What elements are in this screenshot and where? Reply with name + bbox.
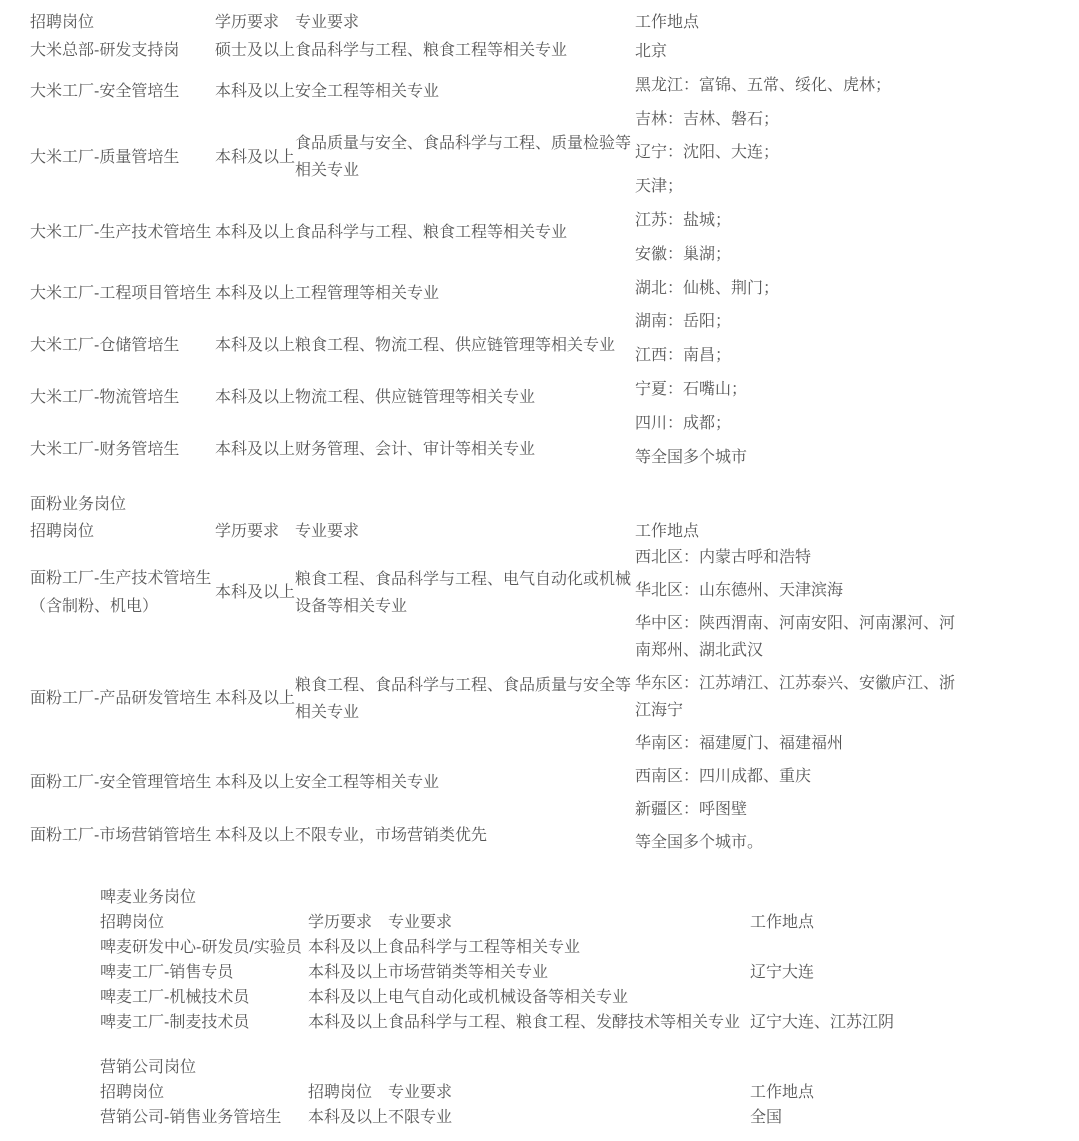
major-cell: 粮食工程、食品科学与工程、电气自动化或机械设备等相关专业 — [295, 570, 632, 615]
location-header: 工作地点 — [750, 914, 815, 931]
table-row — [100, 985, 1020, 1010]
position-cell: 大米工厂-工程项目管培生 — [30, 284, 212, 302]
major-cell: 财务管理、会计、审计等相关专业 — [295, 440, 536, 458]
position-cell — [30, 544, 215, 642]
position-header: 招聘岗位 — [100, 914, 165, 931]
education-cell: 本科及以上 — [308, 939, 389, 956]
location-line: 辽宁：沈阳、大连； — [635, 144, 780, 162]
education-cell: 本科及以上 — [215, 388, 296, 406]
location-cell: 辽宁大连、江苏江阴 — [750, 1014, 895, 1031]
major-cell: 工程管理等相关专业 — [295, 284, 440, 302]
location-line: 天津； — [635, 178, 684, 196]
major-cell: 食品科学与工程、粮食工程、发酵技术等相关专业 — [388, 1014, 741, 1031]
location-line: 新疆区：呼图壁 — [635, 801, 748, 818]
rice-positions-table — [30, 10, 965, 475]
location-line: 西南区：四川成都、重庆 — [635, 768, 812, 785]
major-cell: 食品科学与工程等相关专业 — [388, 939, 581, 956]
position-header: 招聘岗位 — [100, 1084, 165, 1101]
table-header-row — [30, 518, 965, 544]
major-cell: 不限专业 — [388, 1109, 453, 1126]
position-cell: 营销公司-销售业务管培生 — [100, 1109, 282, 1126]
position-cell: 啤麦工厂-制麦技术员 — [100, 1014, 250, 1031]
marketing-positions-table — [100, 1055, 1020, 1130]
section-title-row — [100, 1055, 1020, 1080]
table-header-row — [30, 10, 965, 35]
position-cell: 啤麦研发中心-研发员/实验员 — [100, 939, 302, 956]
location-line: 黑龙江：富锦、五常、绥化、虎林； — [635, 76, 892, 94]
position-header: 招聘岗位 — [30, 522, 95, 540]
education-cell: 本科及以上 — [215, 148, 296, 166]
location-cell: 全国 — [750, 1109, 783, 1126]
location-line: 华东区：江苏靖江、江苏泰兴、安徽庐江、浙江海宁 — [635, 675, 956, 719]
position-line: 面粉工厂-生产技术管培生 — [30, 569, 212, 587]
education-cell: 本科及以上 — [215, 826, 296, 844]
position-cell: 啤麦工厂-销售专员 — [100, 964, 234, 981]
position-cell: 面粉工厂-安全管理管培生 — [30, 773, 212, 791]
table-header-row — [100, 1080, 1020, 1105]
major-cell: 安全工程等相关专业 — [295, 773, 440, 791]
major-cell: 不限专业，市场营销类优先 — [295, 826, 488, 844]
major-cell: 粮食工程、物流工程、供应链管理等相关专业 — [295, 336, 616, 354]
location-line: 华北区：山东德州、天津滨海 — [635, 582, 844, 599]
education-cell: 硕士及以上 — [215, 41, 296, 59]
education-cell: 本科及以上 — [308, 1109, 389, 1126]
section-title: 面粉业务岗位 — [30, 496, 127, 513]
location-line: 等全国多个城市 — [635, 448, 748, 466]
education-cell: 本科及以上 — [215, 82, 296, 100]
section-title: 啤麦业务岗位 — [100, 889, 197, 906]
section-title-row — [100, 885, 1020, 910]
location-cell — [635, 544, 965, 862]
education-cell: 本科及以上 — [215, 284, 296, 302]
position-cell: 啤麦工厂-机械技术员 — [100, 989, 250, 1006]
education-header: 招聘岗位 — [308, 1084, 373, 1101]
major-header: 专业要求 — [388, 914, 453, 931]
education-cell: 本科及以上 — [308, 1014, 389, 1031]
location-cell — [635, 35, 965, 475]
barley-positions-table — [100, 885, 1020, 1035]
location-line: 华中区：陕西渭南、河南安阳、河南漯河、河南郑州、湖北武汉 — [635, 615, 956, 659]
education-cell: 本科及以上 — [215, 773, 296, 791]
education-cell: 本科及以上 — [215, 223, 296, 241]
location-header: 工作地点 — [750, 1084, 815, 1101]
position-cell: 大米工厂-生产技术管培生 — [30, 223, 212, 241]
position-cell: 大米工厂-物流管培生 — [30, 388, 180, 406]
location-cell — [750, 935, 1020, 960]
education-cell: 本科及以上 — [215, 690, 296, 708]
education-cell: 本科及以上 — [308, 989, 389, 1006]
major-cell: 食品科学与工程、粮食工程等相关专业 — [295, 41, 568, 59]
position-cell: 大米工厂-安全管培生 — [30, 82, 180, 100]
major-cell: 物流工程、供应链管理等相关专业 — [295, 388, 536, 406]
location-line: 吉林：吉林、磐石； — [635, 110, 780, 128]
major-cell: 粮食工程、食品科学与工程、食品质量与安全等相关专业 — [295, 676, 632, 721]
education-cell: 本科及以上 — [215, 584, 296, 602]
location-line: 北京 — [635, 43, 668, 60]
table-row — [100, 1010, 1020, 1035]
location-cell — [750, 985, 1020, 1010]
location-line: 江苏：盐城； — [635, 211, 732, 229]
position-cell: 面粉工厂-产品研发管培生 — [30, 690, 212, 708]
location-line: 宁夏：石嘴山； — [635, 380, 748, 398]
section-title: 营销公司岗位 — [100, 1059, 197, 1076]
location-header: 工作地点 — [635, 14, 700, 31]
position-cell: 大米工厂-质量管培生 — [30, 148, 180, 166]
major-cell: 食品质量与安全、食品科学与工程、质量检验等相关专业 — [295, 135, 632, 179]
education-header: 学历要求 — [215, 522, 280, 540]
major-cell: 市场营销类等相关专业 — [388, 964, 549, 981]
location-line: 西北区：内蒙古呼和浩特 — [635, 549, 812, 566]
section-title-row — [30, 492, 965, 518]
table-header-row — [100, 910, 1020, 935]
location-line: 等全国多个城市。 — [635, 834, 764, 851]
location-line: 安徽：巢湖； — [635, 245, 732, 263]
position-cell: 大米工厂-财务管培生 — [30, 440, 180, 458]
education-cell: 本科及以上 — [215, 440, 296, 458]
location-line: 湖北：仙桃、荆门； — [635, 279, 780, 297]
location-header: 工作地点 — [635, 522, 700, 540]
position-line: （含制粉、机电） — [30, 597, 159, 615]
table-row — [30, 544, 965, 642]
table-row — [100, 960, 1020, 985]
education-cell: 本科及以上 — [215, 336, 296, 354]
major-cell: 电气自动化或机械设备等相关专业 — [388, 989, 629, 1006]
education-header: 学历要求 — [308, 914, 373, 931]
table-row — [30, 35, 965, 65]
position-cell: 面粉工厂-市场营销管培生 — [30, 826, 212, 844]
education-cell: 本科及以上 — [308, 964, 389, 981]
location-line: 江西：南昌； — [635, 347, 732, 365]
major-header: 专业要求 — [388, 1084, 453, 1101]
flour-positions-table — [30, 492, 965, 862]
major-header: 专业要求 — [295, 14, 360, 31]
location-line: 四川：成都； — [635, 414, 732, 432]
major-cell: 食品科学与工程、粮食工程等相关专业 — [295, 223, 568, 241]
major-header: 专业要求 — [295, 522, 360, 540]
position-cell: 大米工厂-仓储管培生 — [30, 336, 180, 354]
table-row — [100, 935, 1020, 960]
table-row — [100, 1105, 1020, 1130]
location-line: 华南区：福建厦门、福建福州 — [635, 735, 844, 752]
major-cell: 安全工程等相关专业 — [295, 82, 440, 100]
location-cell: 辽宁大连 — [750, 964, 815, 981]
education-header: 学历要求 — [215, 14, 280, 31]
position-header: 招聘岗位 — [30, 14, 95, 31]
location-line: 湖南：岳阳； — [635, 313, 732, 331]
position-cell: 大米总部-研发支持岗 — [30, 41, 180, 59]
